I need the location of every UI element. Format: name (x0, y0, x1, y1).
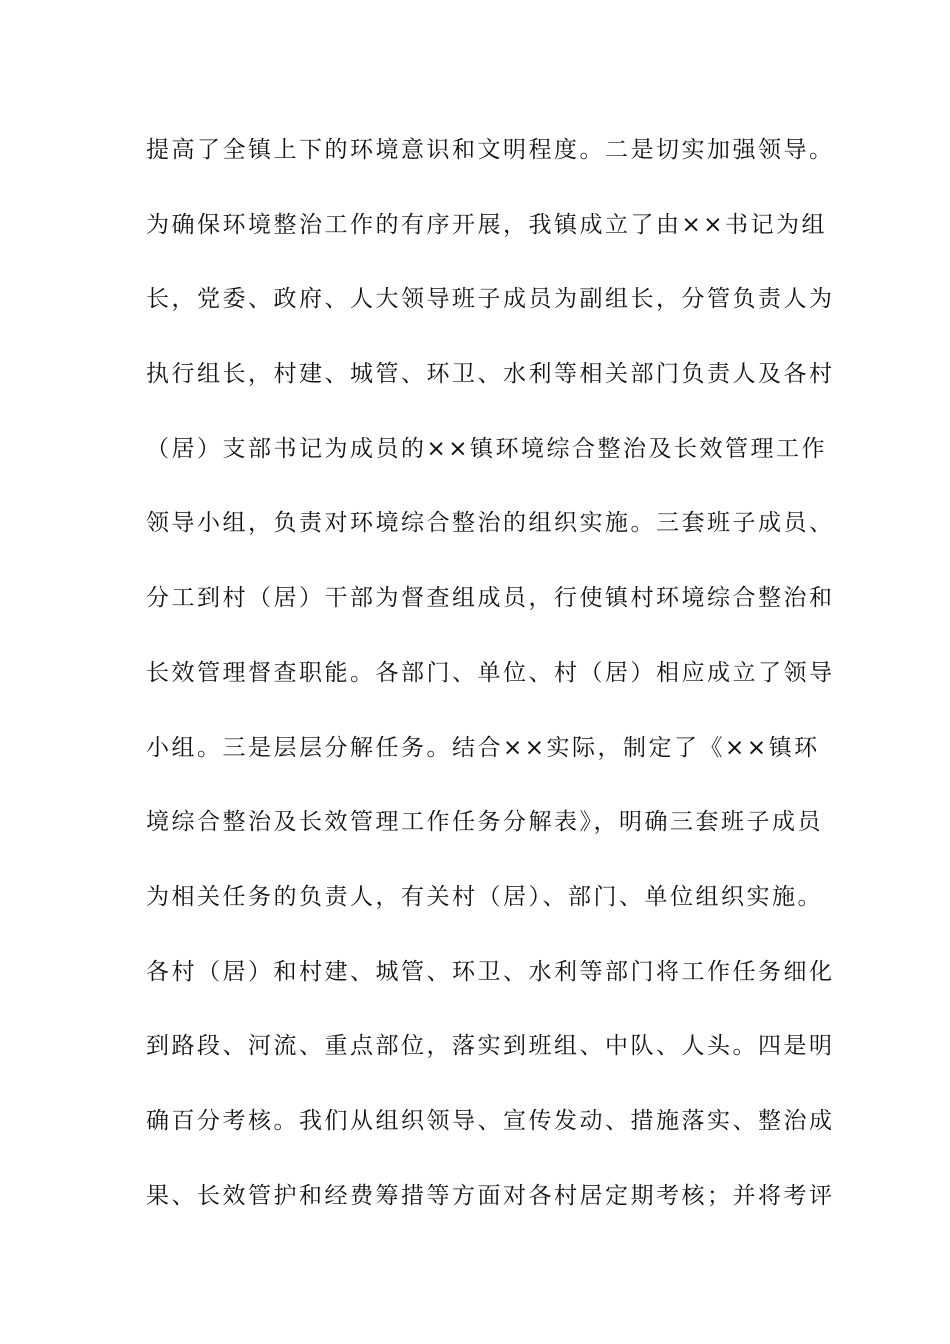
text-line-6: 领导小组，负责对环境综合整治的组织实施。三套班子成员、 (146, 510, 835, 537)
text-line-5: （居）支部书记为成员的××镇环境综合整治及长效管理工作 (146, 435, 828, 462)
text-line-4: 执行组长，村建、城管、环卫、水利等相关部门负责人及各村 (146, 361, 835, 388)
text-line-7: 分工到村（居）干部为督查组成员，行使镇村环境综合整治和 (146, 585, 835, 612)
text-line-8: 长效管理督查职能。各部门、单位、村（居）相应成立了领导 (146, 659, 835, 686)
text-line-2: 为确保环境整治工作的有序开展，我镇成立了由××书记为组 (146, 211, 828, 238)
text-line-13: 到路段、河流、重点部位，落实到班组、中队、人头。四是明 (146, 1033, 835, 1060)
text-line-11: 为相关任务的负责人，有关村（居）、部门、单位组织实施。 (146, 883, 823, 910)
text-line-14: 确百分考核。我们从组织领导、宣传发动、措施落实、整治成 (146, 1107, 835, 1134)
text-line-3: 长，党委、政府、人大领导班子成员为副组长，分管负责人为 (146, 286, 835, 313)
text-line-9: 小组。三是层层分解任务。结合××实际，制定了《××镇环 (146, 734, 820, 761)
text-line-10: 境综合整治及长效管理工作任务分解表》，明确三套班子成员 (146, 809, 823, 836)
text-line-15: 果、长效管护和经费筹措等方面对各村居定期考核；并将考评 (146, 1182, 835, 1209)
text-line-12: 各村（居）和村建、城管、环卫、水利等部门将工作任务细化 (146, 958, 835, 985)
body-text (146, 129, 835, 1249)
text-line-1: 提高了全镇上下的环境意识和文明程度。二是切实加强领导。 (146, 137, 835, 163)
